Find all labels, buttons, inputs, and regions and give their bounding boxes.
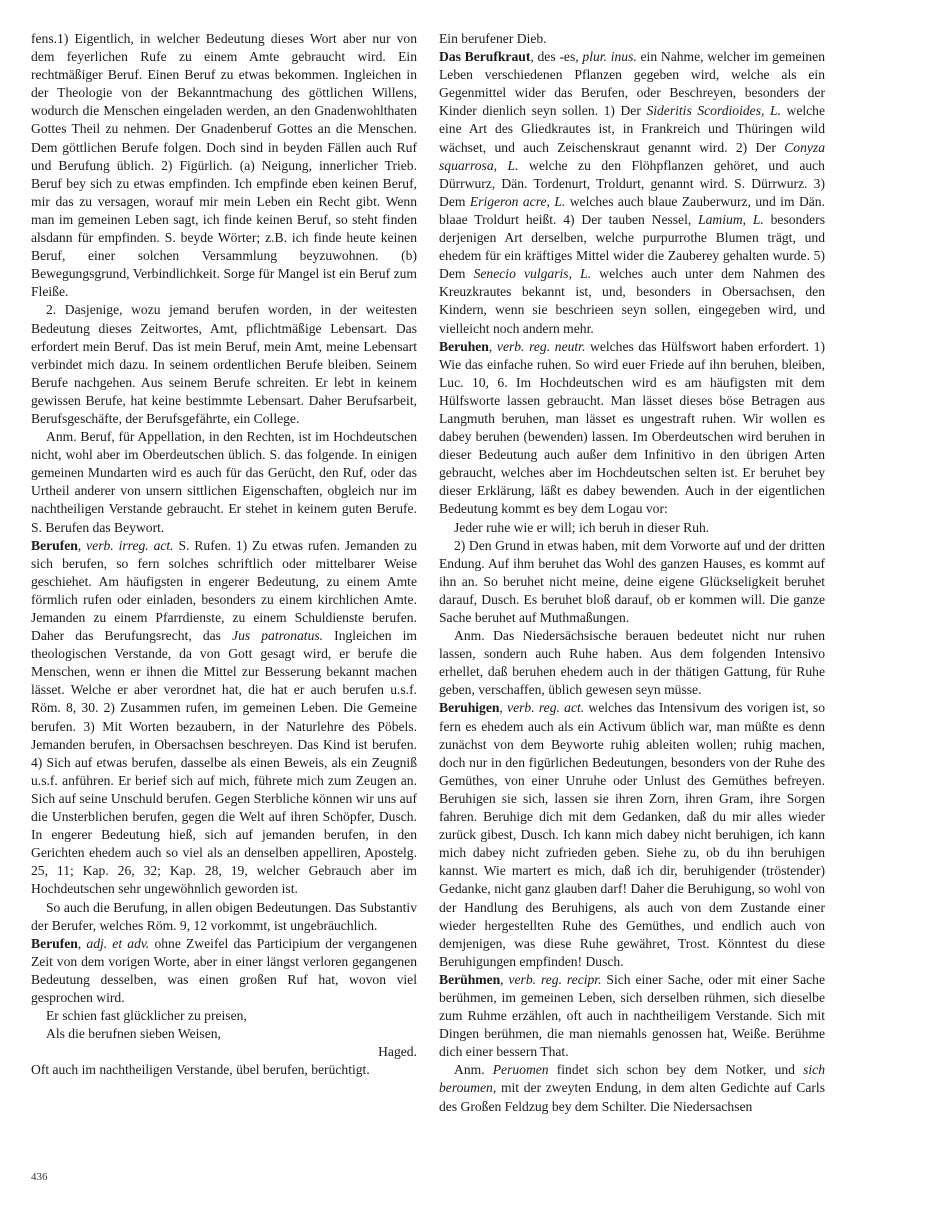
entry-text: welches das Hülfswort haben erfordert. 1) Wie das einfache ruhen. So wird euer Friede auf ihn beruhen, bleiben, Luc. 10, 6. Im Hochdeutschen wird es am häufigsten mit dem Hülfsworte lassen gebraucht. Man lässet dieses böse Betragen aus Langmuth beruhen, man lässet es ungestraft ruhen. Wir wollen es dabey beruhen (bewenden) lassen. Im Oberdeutschen wird beruhen in dieser Bedeutung auch außer dem Infinitivo in den übrigen Arten gebraucht, welches aber im Hochdeutschen selten ist. Er beruhet bey dieser Erklärung, läßt es dabey bewenden. Auch in der eigentlichen Bedeutung kommt es bey dem Logau vor: xyxy=(439,338,825,517)
entry-text: Sich einer Sache, oder mit einer Sache berühmen, im gemeinen Leben, sich derselben rühmen, sich dieselbe zum Ruhme erzählen, oft auch in nachtheiligem Verstande. Sich mit Dingen berühmen, die man niemahls genossen hat, Weiße. Berühme dich einer bessern That. xyxy=(439,971,825,1060)
entry-text: Ingleichen im theologischen Verstande, da von Gott gesagt wird, er berufe die Menschen, wenn er ihnen die Mittel zur Besserung bekannt machen lässet. Welche er aber verordnet hat, die hat er auch berufen u.s.f. Röm. 8, 30. 2) Zusammen rufen, im gemeinen Leben. Die Gemeine berufen. 3) Mit Worten bezaubern, in der Naturlehre des Pöbels. Jemanden berufen, in Obersachsen beschreyen. Das Kind ist berufen. 4) Sich auf etwas berufen, dasselbe als einen Beweis, als ein Zeugniß u.s.f. anführen. Er berief sich auf mich, führete mich zum Zeugen an. Sich auf seine Unschuld berufen. Gegen Sterbliche können wir uns auf die Unsterblichen berufen, gegen die Welt auf ihren Schöpfer, Dusch. In engerer Bedeutung hieß, sich auf jemanden berufen, in den Gerichten ehedem auch so viel als an denselben appelliren, Apostelg. 25, 11; Kap. 26, 32; Kap. 28, 19, welcher Gebrauch aber im Hochdeutschen sehr ungewöhnlich geworden ist. xyxy=(31,628,417,897)
paragraph-beruf-sense-1: fens.1) Eigentlich, in welcher Bedeutung dieses Wort aber nur von dem feyerlichen Rufe zu einem Amte gebraucht wird. Ein rechtmäßiger Beruf. Einen Beruf zu etwas bekommen. Ingleichen in der Theologie von der Bekanntmachung des göttlichen Willens, wodurch die Menschen eingeladen werden, an den Gnadenwohlthaten Gottes Theil zu nehmen. Der Gnadenberuf Gottes an die Menschen. Dem göttlichen Berufe folgen. Doch sind in beyden Fällen auch Ruf und Berufung üblich. 2) Figürlich. (a) Neigung, innerlicher Trieb. Beruf bey sich zu etwas empfinden. Ich empfinde eben keinen Beruf, mir das zu versagen, worauf mir mein Leben ein Recht gibt. Wenn man im gemeinen Leben sagt, ich finde keinen Beruf, so steht finden alsdann für empfinden. S. beyde Wörter; z.B. ich finde heute keinen Beruf, einer solchen Versammlung beyzuwohnen. (b) Bewegungsgrund, Verbindlichkeit. Sorge für Mangel ist ein Beruf zum Fleiße. xyxy=(31,31,417,300)
old-german-term: Peruomen xyxy=(492,1062,549,1078)
entry-text: findet sich schon bey dem Notker, und xyxy=(548,1062,804,1078)
entry-text: welches auch blaue Zauberwurz, und im Dän. blaae Troldurt heißt. 4) Der tauben Nessel, xyxy=(439,193,825,227)
entry-text: mit der zweyten Endung, in dem alten Gedichte auf Carls des Großen Feldzug bey dem Schilter. Die Niedersachsen xyxy=(439,1080,825,1114)
headword: Berühmen xyxy=(439,971,501,987)
paragraph-berufung: So auch die Berufung, in allen obigen Bedeutungen. Das Substantiv der Berufer, welches Röm. 9, 12 vorkommt, ist ungebräuchlich. xyxy=(31,899,417,933)
verse-source: Haged. xyxy=(378,1044,417,1060)
grammar-note: verb. reg. recipr. xyxy=(508,971,602,987)
paragraph-continued: Ein berufener Dieb. xyxy=(439,31,547,46)
entry-text: welche eine Art des Gliedkrautes ist, in Frankreich und Thüringen wild wächset, und auch Zeischenskraut genannt wird. 2) Der xyxy=(439,103,825,155)
entry-text: ein Nahme, welcher im gemeinen Leben verschiedenen Pflanzen gegeben wird, welche als ein Gegenmittel wider das Berufen, oder Beschreyen, besonders der Kinder dienlich seyn sollen. 1) Der xyxy=(439,49,825,119)
latin-term: Sideritis Scordioides, L. xyxy=(646,103,781,119)
entry-text: besonders derjenigen Art derselben, welche purpurrothe Blumen trägt, und ehedem für ein kräftiges Mittel wider die Zauberey gehalten wurde. 5) Dem xyxy=(439,211,825,282)
entry-text: ohne Zweifel das Participium der vergangenen Zeit von dem vorigen Worte, aber in einer längst verloren gegangenen Bedeutung desselben, was einen großen Ruf hat, wovon viel gesprochen wird. xyxy=(31,935,418,1005)
verse-line: Er schien fast glücklicher zu preisen, xyxy=(46,1008,247,1024)
right-column xyxy=(439,30,825,1116)
entry-text: welches das Intensivum des vorigen ist, so fern es ehedem auch als ein Activum üblich war, man müßte es denn zunächst von dem Beyworte ruhig ableiten wollen; ruhig machen, doch nur in den figürlichen Bedeutungen, besonders von der Ruhe des Gemüthes, von einer Unruhe oder Unlust des Gemüthes befreyen. Beruhigen sie sich, lassen sie ihren Zorn, ihren Gram, ihre Sorgen fahren. Beruhige dich mit dem Gedanken, daß du mir alles wieder zurück gibest, Dusch. Ich kann mich dabey nicht beruhigen, ich kann mich dabey nicht zufrieden geben. Siehe zu, ob du ihn beruhigen kannst. Wie martert es mich, daß ich dir, beruhigender (tröstender) Gedanke, nicht ganz glauben darf! Daher die Beruhigung, so wohl von der Handlung des Beruhigens, als auch von dem Zustande einer wieder hergestellten Ruhe des Gemüthes, und endlich auch von demjenigen, was diese Ruhe gewähret, Trost. Könntest du diese Beruhigungen empfinden! Dusch. xyxy=(439,700,825,969)
grammar-note: adj. et adv. xyxy=(86,935,150,951)
headword: Beruhen xyxy=(439,338,489,354)
entry-text: Anm. xyxy=(454,1062,493,1078)
verse-line: Als die berufnen sieben Weisen, xyxy=(46,1026,221,1042)
latin-term: Senecio vulgaris, L. xyxy=(473,266,592,282)
headword: Das Berufkraut xyxy=(439,49,531,65)
latin-term: Erigeron acre, L. xyxy=(469,193,566,209)
entry-beruehmen: Berühmen, verb. reg. recipr. Sich einer Sache, oder mit einer Sache berühmen, im gemeinen Leben, sich derselben rühmen, sich dieselbe zum Ruhme erzählen, oft auch in nachtheiligem Verstande. Sich mit Dingen berühmen, die man niemahls genossen hat, Weiße. Berühme dich einer bessern That. xyxy=(439,971,825,1060)
grammar-note: verb. reg. neutr. xyxy=(496,338,586,354)
entry-text: welches auch unter dem Nahmen des Kreuzkrautes bekannt ist, und, besonders in Obersachsen, den Kindern, wenn sie beschrieen seyn sollen, eingegeben wird, und vielleicht noch andern mehr. xyxy=(439,266,826,336)
left-column xyxy=(31,30,417,1079)
entry-berufen-adj: Berufen, adj. et adv. ohne Zweifel das Participium der vergangenen Zeit von dem vorigen Worte, aber in einer längst verloren gegangenen Bedeutung desselben, was einen großen Ruf hat, wovon viel gesprochen wird. xyxy=(31,935,418,1005)
entry-text: , des -es, xyxy=(530,49,583,65)
headword: Berufen xyxy=(31,935,78,951)
paragraph-beruhen-note: Anm. Das Niedersächsische berauen bedeutet nicht nur ruhen lassen, sondern auch Ruhe haben. Aus dem folgenden Intensivo erhellet, daß beruhen ehedem auch in der thätigen Gattung, für Ruhe geben, verschaffen, üblich gewesen seyn müsse. xyxy=(439,628,825,698)
entry-text: welche zu den Flöhpflanzen gehöret, und auch Dürrwurz, Dän. Tordenurt, Troldurt, genannt wird. S. Dürrwurz. 3) Dem xyxy=(439,157,825,209)
grammar-note: verb. irreg. act. xyxy=(86,537,174,553)
entry-berufen-verb: Berufen, verb. irreg. act. S. Rufen. 1) Zu etwas rufen. Jemanden zu sich berufen, so fern solches schriftlich oder mittelbarer Weise geschiehet. Am häufigsten in engerer Bedeutung, zu einem Amte förmlich rufen oder einladen, besonders zu einem kirchlichen Amte. Jemanden zu einem Pfarrdienste, zu einem Schuldienste berufen. Daher das Berufungsrecht, das Jus patronatus. Ingleichen im theologischen Verstande, da von Gott gesagt wird, er berufe die Menschen, wenn er ihnen die Mittel zur Besserung bekannt machen lässet. Welche er aber verordnet hat, die hat er auch berufen u.s.f. Röm. 8, 30. 2) Zusammen rufen, im gemeinen Leben. Die Gemeine berufen. 3) Mit Worten bezaubern, in der Naturlehre des Pöbels. Jemanden berufen, in Obersachsen beschreyen. Das Kind ist berufen. 4) Sich auf etwas berufen, dasselbe als einen Beweis, als ein Zeugniß u.s.f. anführen. Er berief sich auf mich, führete mich zum Zeugen an. Sich auf seine Unschuld berufen. Gegen Sterbliche können wir uns auf die Unsterblichen berufen, gegen die Welt auf ihren Schöpfer, Dusch. In engerer Bedeutung hieß, sich auf jemanden berufen, in den Gerichten ehedem auch so viel als an denselben appelliren, Apostelg. 25, 11; Kap. 26, 32; Kap. 28, 19, welcher Gebrauch aber im Hochdeutschen sehr ungewöhnlich geworden ist. xyxy=(31,537,418,897)
paragraph-continuation: Oft auch im nachtheiligen Verstande, übel berufen, berüchtigt. xyxy=(31,1062,370,1078)
grammar-note: plur. inus. xyxy=(582,49,637,65)
old-german-term: sich beroumen, xyxy=(439,1062,826,1096)
page-number: 436 xyxy=(31,1171,48,1183)
grammar-note: verb. reg. act. xyxy=(507,700,585,716)
entry-beruhen: Beruhen, verb. reg. neutr. welches das Hülfswort haben erfordert. 1) Wie das einfache ruhen. So wird euer Friede auf ihn beruhen, bleiben, Luc. 10, 6. Im Hochdeutschen wird es am häufigsten mit dem Hülfsworte lassen gebraucht. Man lässet dieses böse Betragen aus Langmuth beruhen, man lässet es ungestraft ruhen. Wir wollen es dabey beruhen (bewenden) lassen. Im Oberdeutschen wird beruhen in dieser Bedeutung auch außer dem Infinitivo in den übrigen Arten gebraucht, welches aber im Hochdeutschen selten ist. Er beruhet bey dieser Erklärung, läßt es dabey bewenden. Auch in der eigentlichen Bedeutung kommt es bey dem Logau vor: xyxy=(439,338,825,517)
verse-line: Jeder ruhe wie er will; ich beruh in dieser Ruh. xyxy=(454,519,710,535)
latin-term: Conyza squarrosa, L. xyxy=(439,139,825,173)
headword: Beruhigen xyxy=(439,700,500,716)
latin-term: Lamium, L. xyxy=(698,211,764,227)
paragraph-beruhen-sense-2: 2) Den Grund in etwas haben, mit dem Vorworte auf und der dritten Endung. Auf ihm beruhet das Wohl des ganzen Hauses, es kommt auf ihn an. So beruhet nicht meine, deine eigene Glückseligkeit beruhet darauf, Dusch. Es beruhet bloß darauf, ob er kommen will. Die ganze Sache beruhet auf Muthmaßungen. xyxy=(439,537,825,625)
entry-beruhigen: Beruhigen, verb. reg. act. welches das Intensivum des vorigen ist, so fern es ehedem auch als ein Activum üblich war, man müßte es denn zunächst von dem Beyworte ruhig ableiten wollen; ruhig machen, doch nur in den figürlichen Bedeutungen, besonders von der Ruhe des Gemüthes, von einer Unruhe oder Unlust des Gemüthes befreyen. Beruhigen sie sich, lassen sie ihren Zorn, ihren Gram, ihre Sorgen fahren. Beruhige dich mit dem Gedanken, daß du mir alles wieder zurück gibest, Dusch. Ich kann mich dabey nicht beruhigen, ich kann mich dabey nicht zufrieden geben. Siehe zu, ob du ihn beruhigen kannst. Wie martert es mich, daß ich dir, beruhigender (tröstender) Gedanke, nicht ganz glauben darf! Daher die Beruhigung, so wohl von der Handlung des Beruhigens, als auch von dem Zustande einer wieder hergestellten Ruhe des Gemüthes, und endlich auch von demjenigen, was diese Ruhe gewähret, Trost. Könntest du diese Beruhigungen empfinden! Dusch. xyxy=(439,700,825,969)
latin-term: Jus patronatus. xyxy=(232,628,324,644)
paragraph-beruf-sense-2: 2. Dasjenige, wozu jemand berufen worden, in der weitesten Bedeutung dieses Zeitwortes, Amt, pflichtmäßige Lebensart. Das erfordert mein Beruf. Das ist mein Beruf, mein Amt, meine Lebensart verbindet mich dazu. In seinem ordentlichen Berufe bleiben. Seinem Berufe nachgehen. Aus seinem Berufe schreiten. Er lebt in keinem gewissen Berufe, hat keine bestimmte Lebensart. Daher Berufsarbeit, Berufsgeschäfte, der Berufsgefährte, ein College. xyxy=(31,302,417,426)
paragraph-beruf-note: Anm. Beruf, für Appellation, in den Rechten, ist im Hochdeutschen nicht, wohl aber im Oberdeutschen üblich. S. das folgende. In einigen gemeinen Mundarten wird es auch für das Gerücht, den Ruf, oder das Urtheil anderer von unsern sittlichen Eigenschaften, obgleich nur im nachtheiligen Verstande gebraucht. Er stehet in keinem guten Berufe. S. Berufen das Beywort. xyxy=(31,429,417,535)
headword: Berufen xyxy=(31,537,78,553)
entry-berufkraut xyxy=(439,48,825,338)
entry-text: S. Rufen. 1) Zu etwas rufen. Jemanden zu sich berufen, so fern solches schriftlich oder mittelbarer Weise geschiehet. Am häufigsten in engerer Bedeutung, zu einem Amte förmlich rufen oder einladen, besonders zu einem kirchlichen Amte. Jemanden zu einem Pfarrdienste, zu einem Schuldienste berufen. Daher das Berufungsrecht, das xyxy=(31,537,418,644)
paragraph-beruehmen-note xyxy=(439,1061,825,1115)
